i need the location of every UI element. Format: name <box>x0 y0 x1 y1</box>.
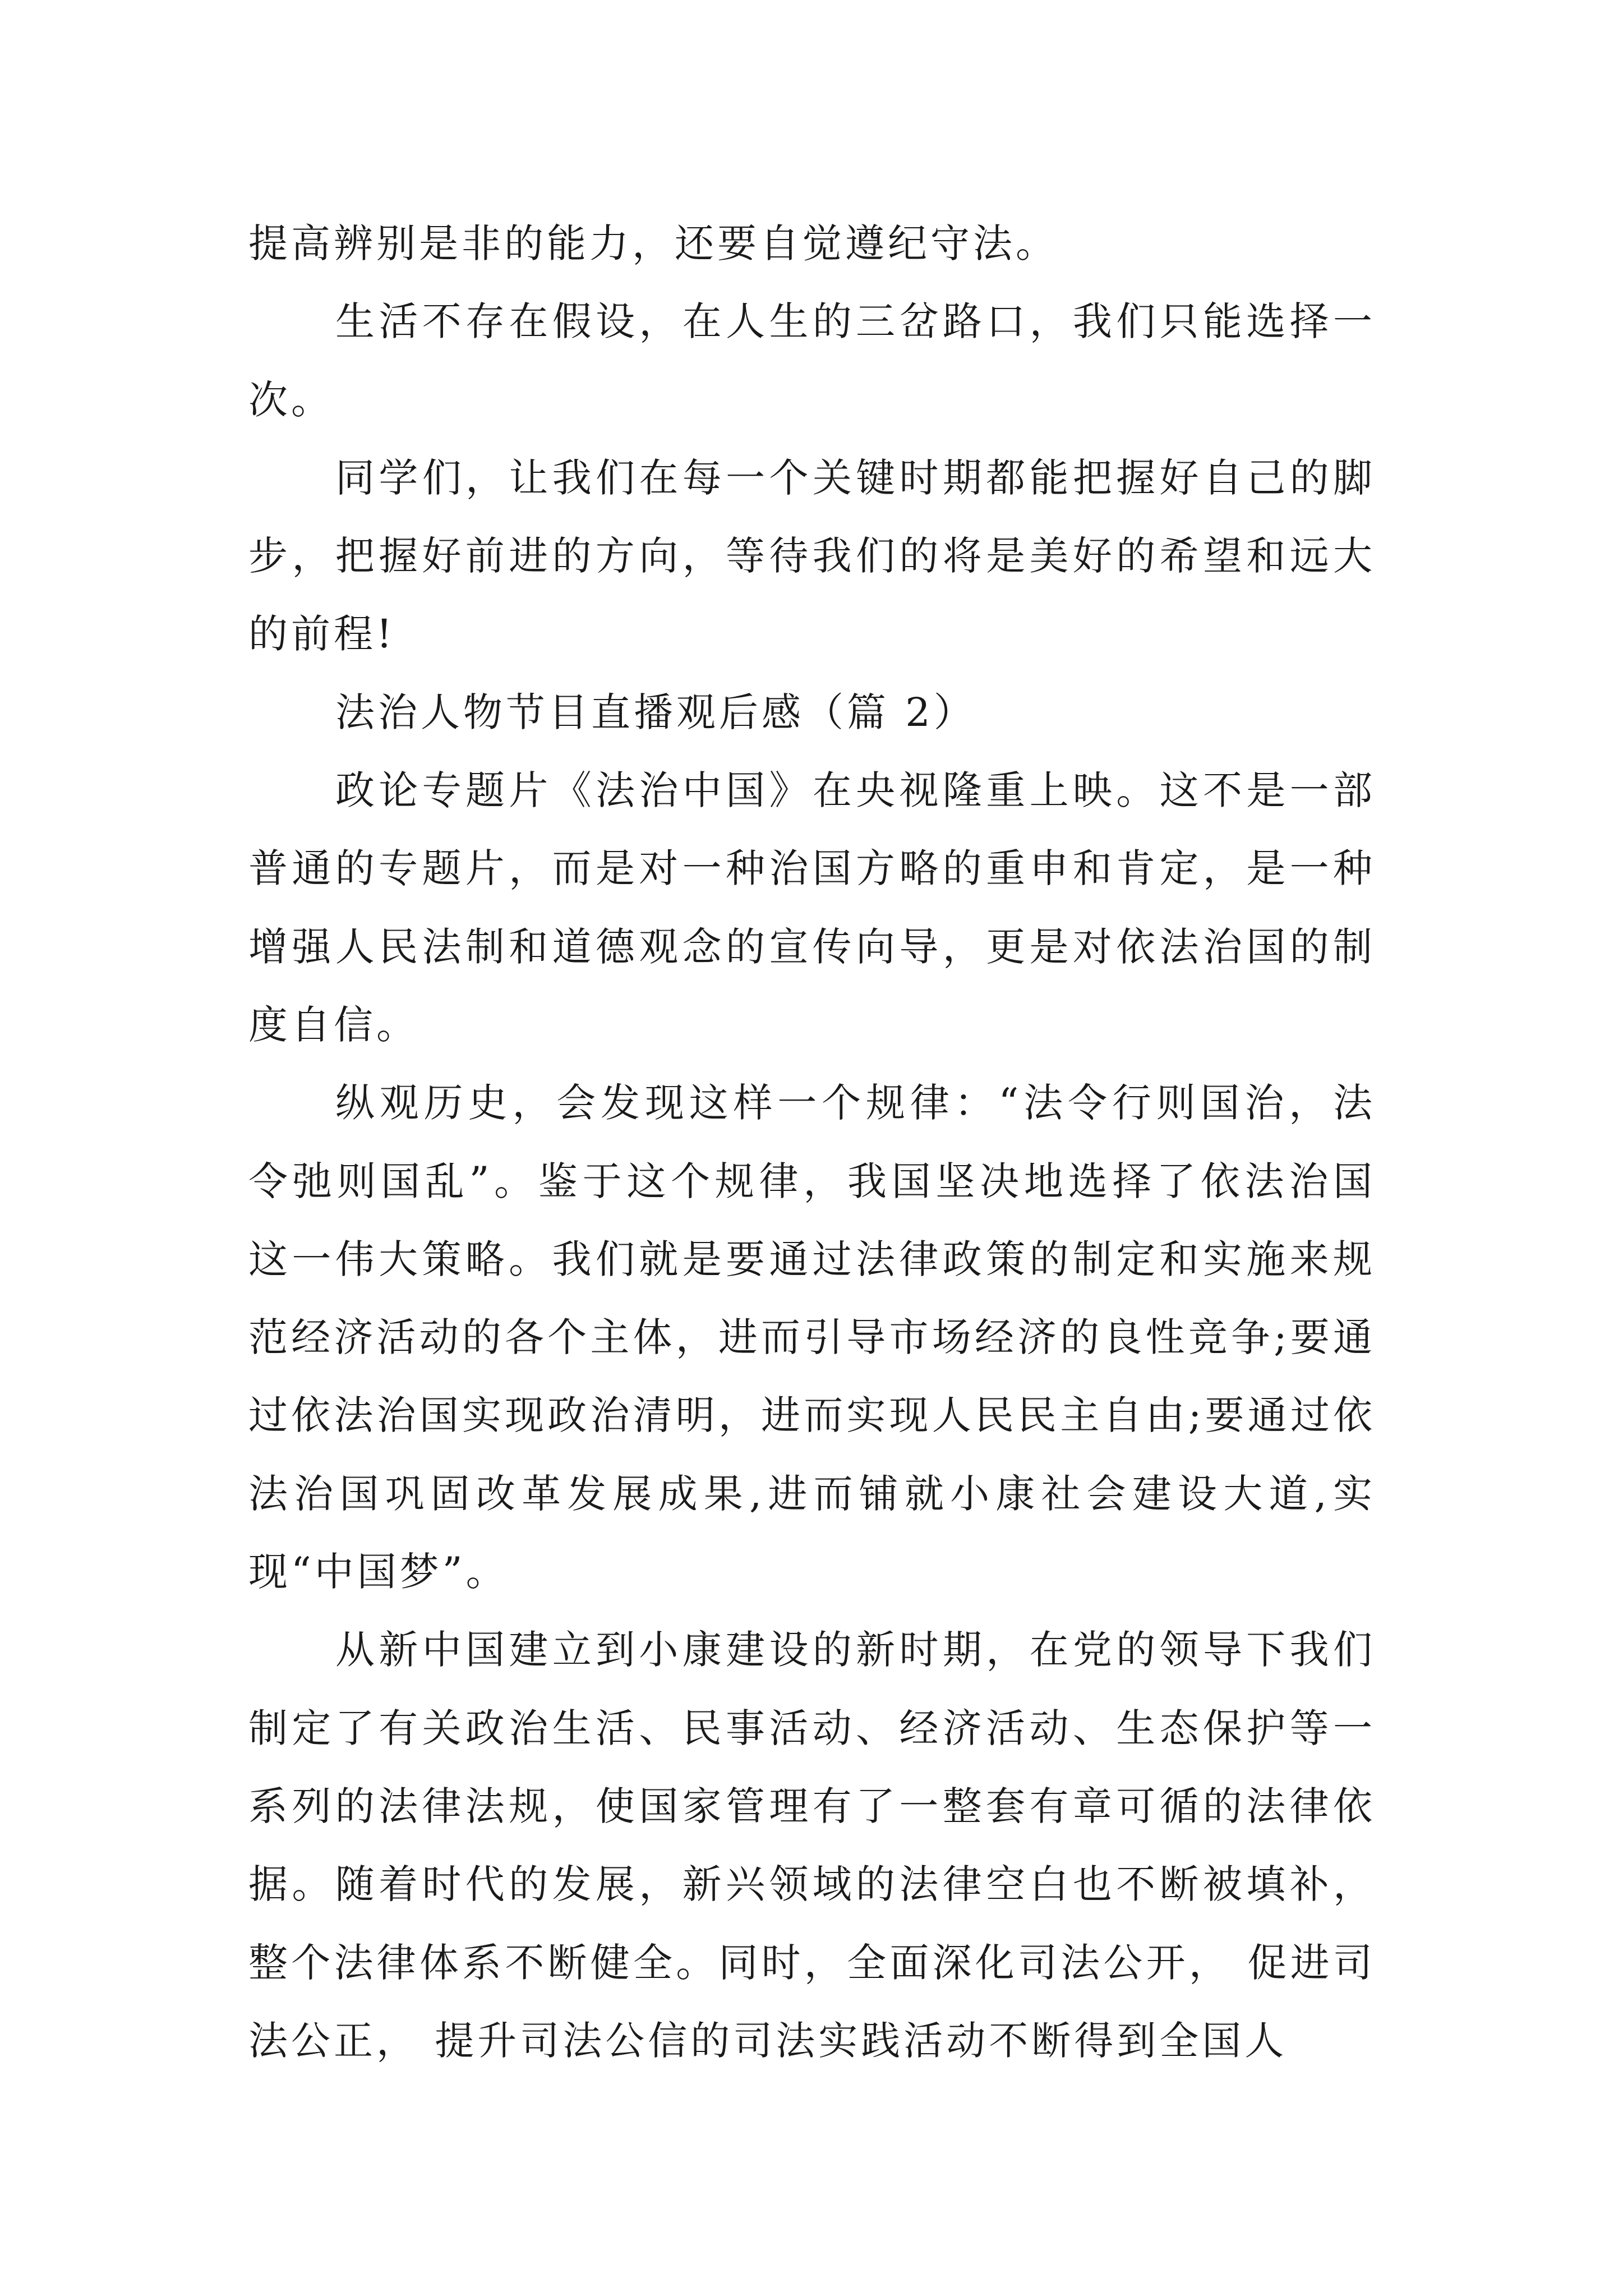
paragraph-continuation: 提高辨别是非的能力，还要自觉遵纪守法。 <box>248 220 1058 266</box>
paragraph: 纵观历史，会发现这样一个规律：“法令行则国治，法令弛则国乱”。鉴于这个规律，我国坚决地选择了依法治国这一伟大策略。我们就是要通过法律政策的制定和实施来规范经济活动的各个主体，进而引导市场经济的良性竞争;要通过依法治国实现政治清明，进而实现人民民主自由;要通过依法治国巩固改革发展成果,进而铺就小康社会建设大道,实现“中国梦”。 <box>248 1080 1376 1595</box>
paragraph: 同学们，让我们在每一个关键时期都能把握好自己的脚步，把握好前进的方向，等待我们的将是美好的希望和远大的前程! <box>248 454 1376 657</box>
document-body <box>248 205 1376 2080</box>
paragraph: 从新中国建立到小康建设的新时期，在党的领导下我们制定了有关政治生活、民事活动、经济活动、生态保护等一系列的法律法规，使国家管理有了一整套有章可循的法律依据。随着时代的发展，新兴领域的法律空白也不断被填补，整个法律体系不断健全。同时，全面深化司法公开， 促进司法公正， 提升司法公信的司法实践活动不断得到全国人 <box>248 1627 1376 2064</box>
paragraph: 政论专题片《法治中国》在央视隆重上映。这不是一部普通的专题片，而是对一种治国方略的重申和肯定，是一种增强人民法制和道德观念的宣传向导，更是对依法治国的制度自信。 <box>248 767 1376 1048</box>
paragraph: 生活不存在假设，在人生的三岔路口，我们只能选择一次。 <box>248 298 1376 423</box>
section-heading: 法治人物节目直播观后感（篇 2） <box>335 689 976 735</box>
